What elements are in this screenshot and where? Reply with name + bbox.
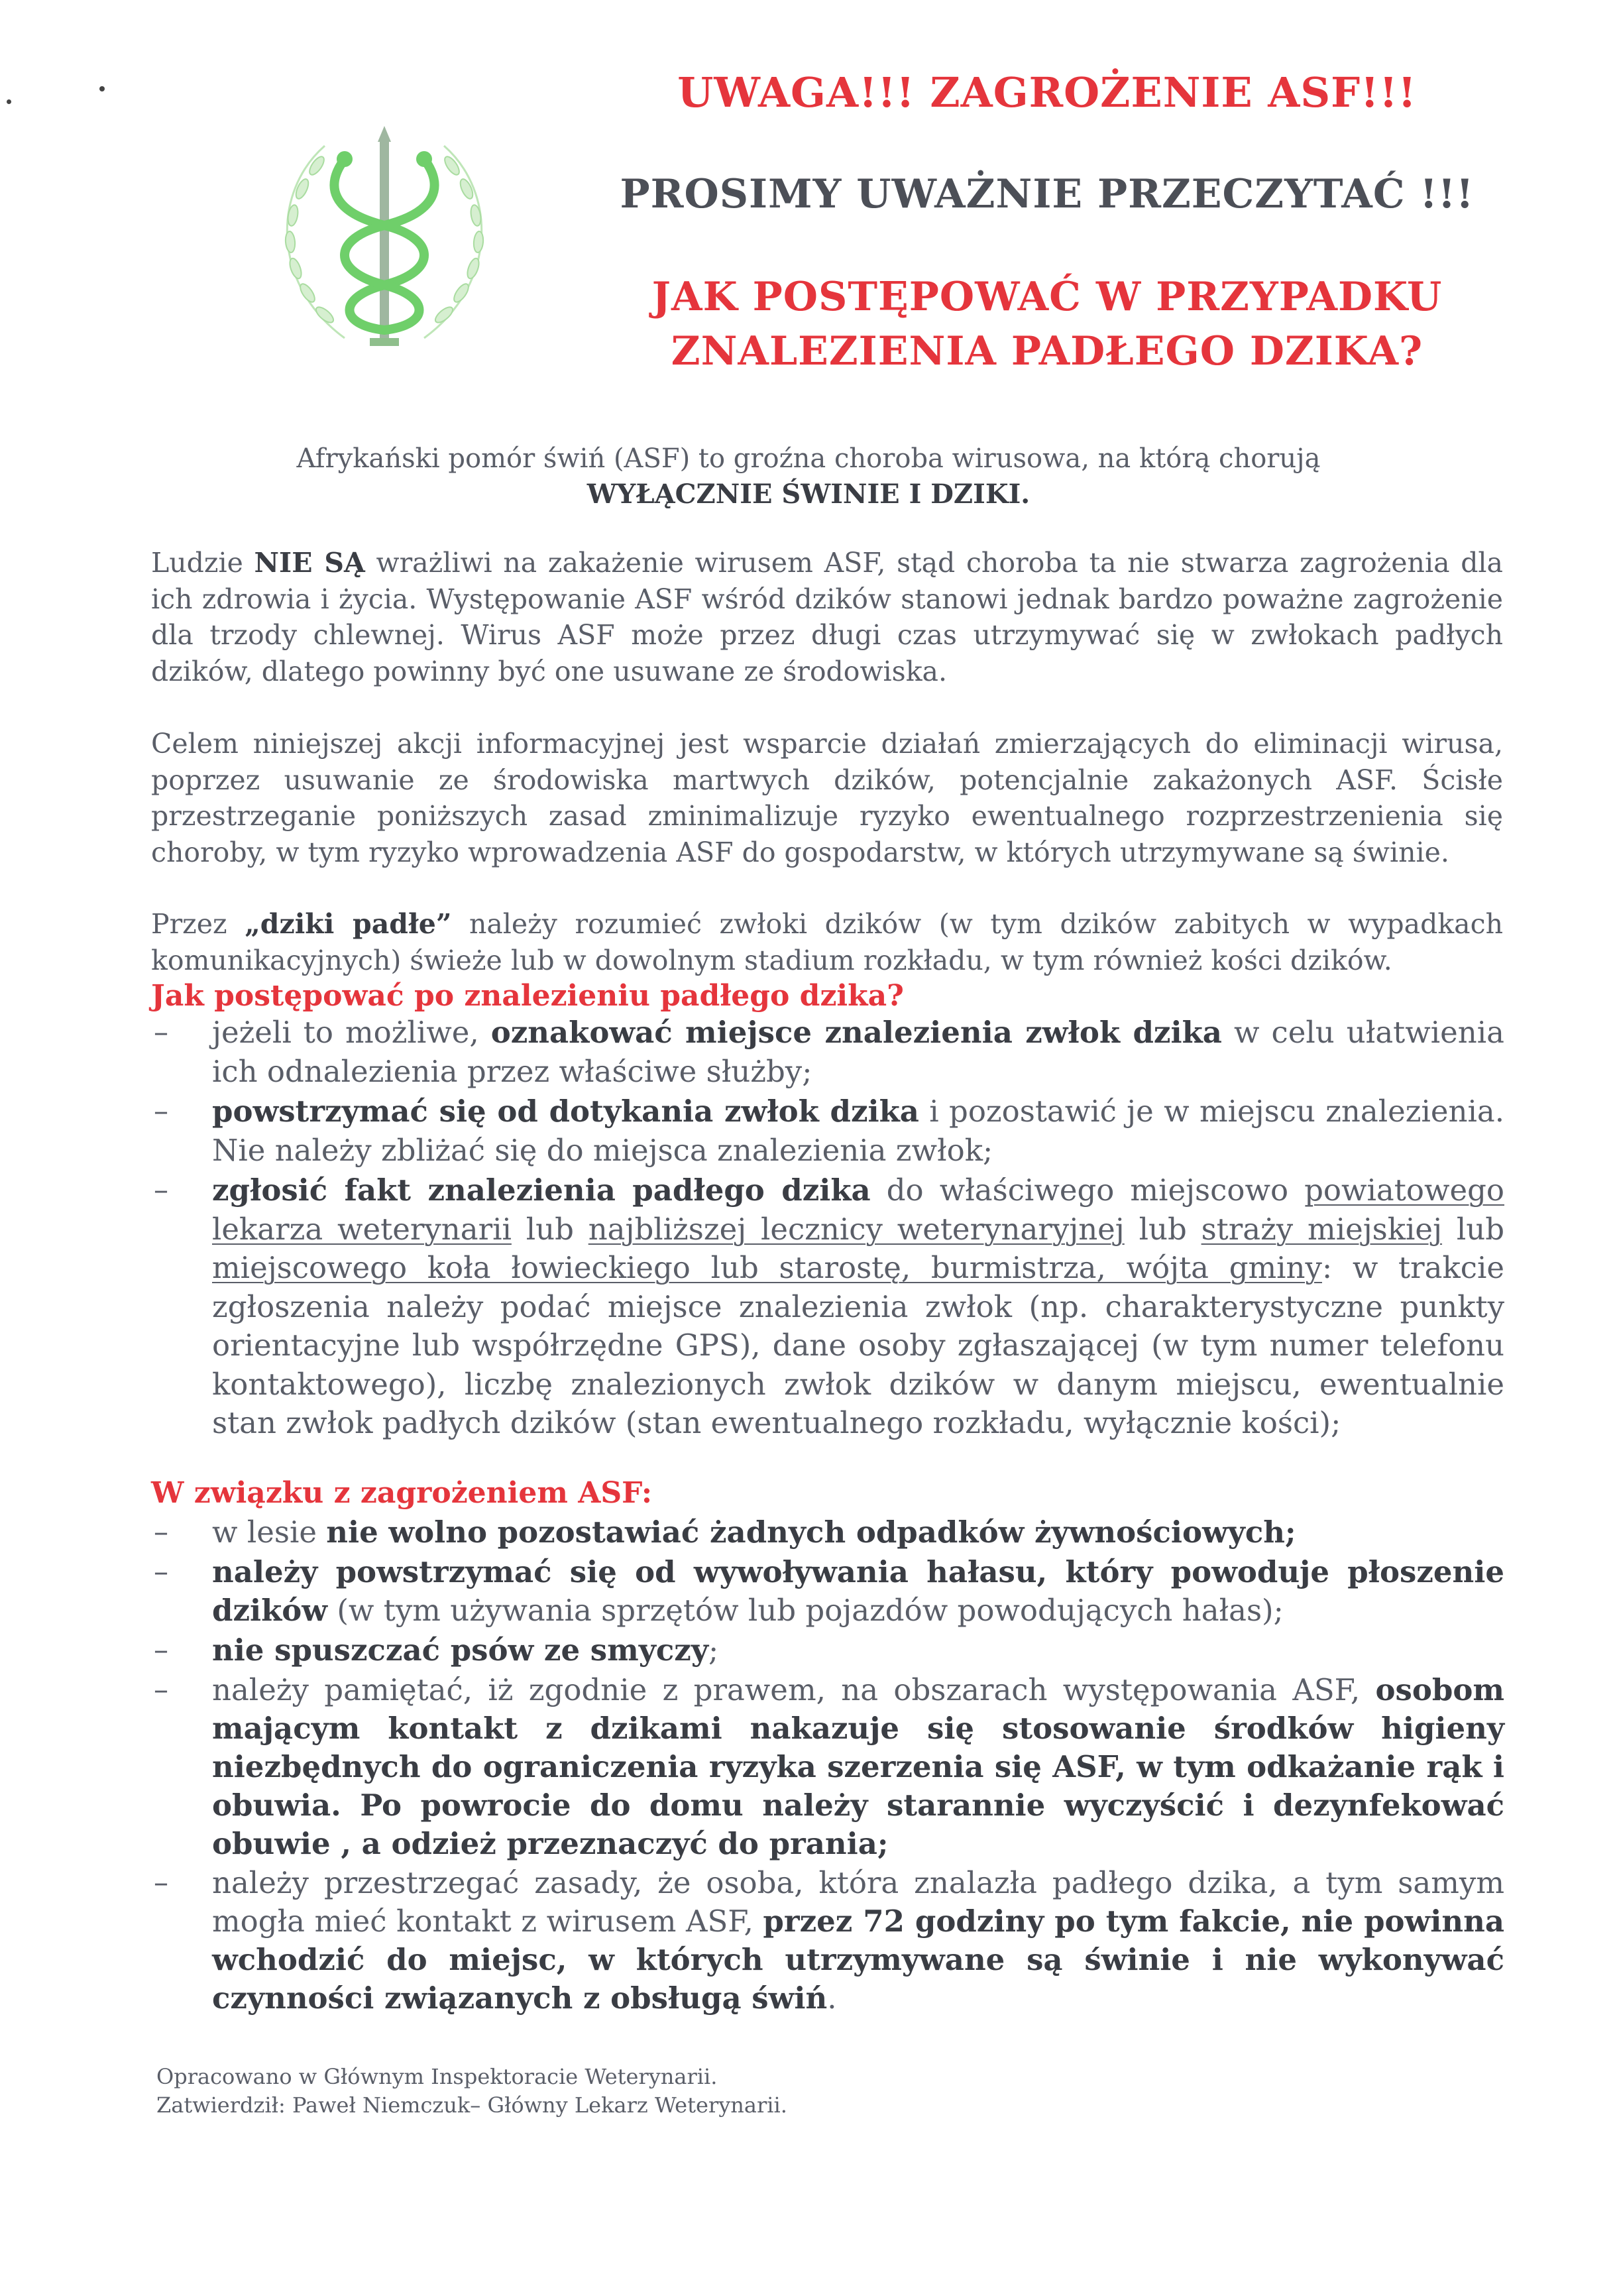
list-item: powstrzymać się od dotykania zwłok dzika i pozostawić je w miejscu znalezienia. Nie należy zbliżać się do miejsca znalezienia zwłok; bbox=[212, 1094, 1505, 1168]
intro-emphasis: WYŁĄCZNIE ŚWINIE I DZIKI. bbox=[586, 479, 1031, 510]
list-item: należy powstrzymać się od wywoływania hałasu, który powoduje płoszenie dzików (w tym używania sprzętów lub pojazdów powodujących hałas); bbox=[212, 1554, 1504, 1628]
caduceus-laurel-icon bbox=[245, 119, 524, 365]
list-item: w lesie nie wolno pozostawiać żadnych odpadków żywnościowych; bbox=[212, 1515, 1296, 1550]
list-dash: – bbox=[154, 1555, 168, 1589]
footer-approved-by: Zatwierdził: Paweł Niemczuk– Główny Lekarz Weterynarii. bbox=[156, 2093, 787, 2118]
title-question-line1: JAK POSTĘPOWAĆ W PRZYPADKU bbox=[651, 274, 1443, 320]
list-dash: – bbox=[154, 1015, 168, 1049]
title-question-line2: ZNALEZIENIA PADŁEGO DZIKA? bbox=[671, 328, 1423, 374]
intro-line: Afrykański pomór świń (ASF) to groźna choroba wirusowa, na którą chorują bbox=[296, 443, 1321, 474]
list-dash: – bbox=[154, 1673, 168, 1707]
paragraph-3: Przez „dziki padłe” należy rozumieć zwłoki dzików (w tym dzików zabitych w wypadkach komunikacyjnych) świeże lub w dowolnym stadium rozkładu, w tym również kości dzików. bbox=[151, 908, 1503, 976]
list-dash: – bbox=[154, 1094, 168, 1128]
list-dash: – bbox=[154, 1633, 168, 1667]
paragraph-1: Ludzie NIE SĄ wrażliwi na zakażenie wirusem ASF, stąd choroba ta nie stwarza zagrożenia dla ich zdrowia i życia. Występowanie ASF wśród dzików stanowi jednak bardzo poważne zagrożenie dla trzody chlewnej. Wirus ASF może przez długi czas utrzymywać się w zwłokach padłych dzików, dlatego powinny być one usuwane ze środowiska. bbox=[151, 547, 1503, 687]
footer-prepared-by: Opracowano w Głównym Inspektoracie Weterynarii. bbox=[156, 2064, 718, 2089]
title-read-carefully: PROSIMY UWAŻNIE PRZECZYTAĆ !!! bbox=[620, 171, 1475, 217]
section-heading-found-boar: Jak postępować po znalezieniu padłego dzika? bbox=[151, 979, 904, 1013]
paragraph-2: Celem niniejszej akcji informacyjnej jest wsparcie działań zmierzających do eliminacji wirusa, poprzez usuwanie ze środowiska martwych dzików, potencjalnie zakażonych ASF. Ścisłe przestrzeganie poniższych zasad zminimalizuje ryzyko ewentualnego rozprzestrzenienia się choroby, w tym ryzyko wprowadzenia ASF do gospodarstw, w których utrzymywane są świnie. bbox=[151, 728, 1503, 868]
list-dash: – bbox=[154, 1866, 168, 1900]
section-heading-asf-threat: W związku z zagrożeniem ASF: bbox=[151, 1476, 653, 1510]
scan-dot bbox=[99, 86, 105, 91]
list-item: zgłosić fakt znalezienia padłego dzika do właściwego miejscowo powiatowego lekarza weterynarii lub najbliższej lecznicy weterynaryjnej lub straży miejskiej lub miejscowego koła łowieckiego lub starostę, burmistrza, wójta gminy: w trakcie zgłoszenia należy podać miejsce znalezienia zwłok (np. charakterystyczne punkty orientacyjne lub współrzędne GPS), dane osoby zgłaszającej (w tym numer telefonu kontaktowego), liczbę znalezionych zwłok dzików w danym miejscu, ewentualnie stan zwłok padłych dzików (stan ewentualnego rozkładu, wyłącznie kości); bbox=[212, 1173, 1505, 1440]
list-item: należy przestrzegać zasady, że osoba, która znalazła padłego dzika, a tym samym mogła mieć kontakt z wirusem ASF, przez 72 godziny po tym fakcie, nie powinna wchodzić do miejsc, w których utrzymywane są świnie i nie wykonywać czynności związanych z obsługą świń. bbox=[212, 1865, 1504, 2016]
list-item: nie spuszczać psów ze smyczy; bbox=[212, 1633, 719, 1668]
list-dash: – bbox=[154, 1173, 168, 1207]
title-warning: UWAGA!!! ZAGROŻENIE ASF!!! bbox=[677, 68, 1417, 117]
list-item: jeżeli to możliwe, oznakować miejsce znalezienia zwłok dzika w celu ułatwienia ich odnalezienia przez właściwe służby; bbox=[212, 1015, 1504, 1089]
list-dash: – bbox=[154, 1515, 168, 1549]
scan-dot bbox=[7, 99, 11, 104]
list-item: należy pamiętać, iż zgodnie z prawem, na obszarach występowania ASF, osobom mającym kontakt z dzikami nakazuje się stosowanie środków higieny niezbędnych do ograniczenia ryzyka szerzenia się ASF, w tym odkażanie rąk i obuwia. Po powrocie do domu należy starannie wyczyścić i dezynfekować obuwie , a odzież przeznaczyć do prania; bbox=[212, 1672, 1504, 1861]
